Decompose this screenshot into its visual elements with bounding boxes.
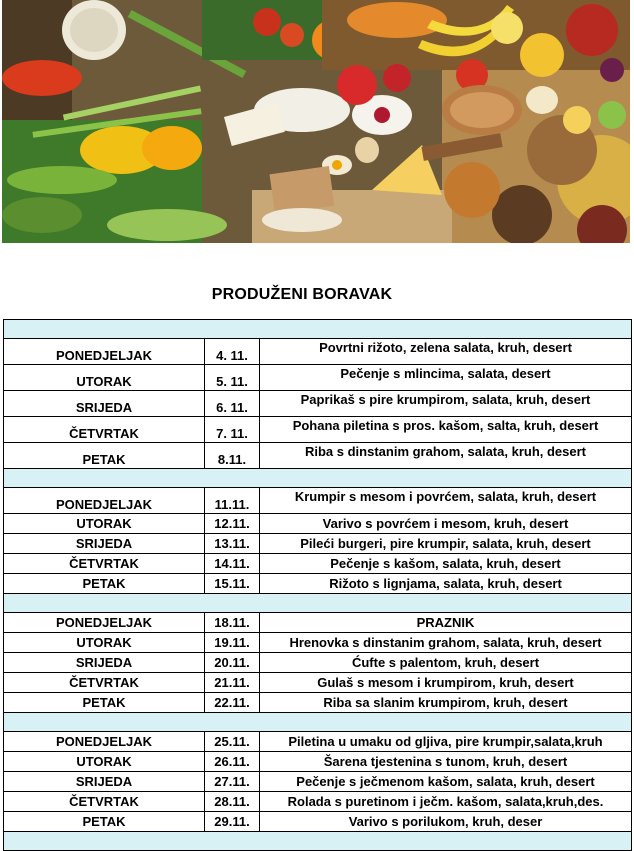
food-photo	[2, 0, 630, 243]
week-separator	[4, 713, 632, 732]
menu-row	[4, 488, 632, 514]
meal-cell: PRAZNIK	[260, 613, 632, 633]
week-separator	[4, 594, 632, 613]
meal-cell: Šarena tjestenina s tunom, kruh, desert	[260, 752, 632, 772]
meal-cell: Pileći burgeri, pire krumpir, salata, kruh, desert	[260, 534, 632, 554]
menu-row	[4, 391, 632, 417]
day-cell: ČETVRTAK	[4, 792, 205, 812]
day-cell: ČETVRTAK	[4, 417, 205, 443]
day-cell: SRIJEDA	[4, 391, 205, 417]
date-cell: 6. 11.	[205, 391, 260, 417]
meal-cell: Gulaš s mesom i krumpirom, kruh, desert	[260, 673, 632, 693]
date-cell: 22.11.	[205, 693, 260, 713]
menu-row	[4, 443, 632, 469]
day-cell: UTORAK	[4, 514, 205, 534]
date-cell: 21.11.	[205, 673, 260, 693]
date-cell: 15.11.	[205, 574, 260, 594]
day-cell: ČETVRTAK	[4, 673, 205, 693]
food-photo-illustration	[2, 0, 630, 243]
date-cell: 8.11.	[205, 443, 260, 469]
date-cell: 28.11.	[205, 792, 260, 812]
week-separator	[4, 832, 632, 851]
lunch-menu-table	[3, 319, 632, 851]
meal-cell: Ćufte s palentom, kruh, desert	[260, 653, 632, 673]
day-cell: PONEDJELJAK	[4, 488, 205, 514]
menu-row	[4, 792, 632, 812]
meal-cell: Piletina u umaku od gljiva, pire krumpir,salata,kruh	[260, 732, 632, 752]
page-title: PRODUŽENI BORAVAK	[211, 286, 393, 303]
day-cell: UTORAK	[4, 365, 205, 391]
day-cell: PONEDJELJAK	[4, 732, 205, 752]
menu-row	[4, 673, 632, 693]
menu-row	[4, 339, 632, 365]
menu-row	[4, 653, 632, 673]
week-separator	[4, 469, 632, 488]
meal-cell: Krumpir s mesom i povrćem, salata, kruh, desert	[260, 488, 632, 514]
menu-row	[4, 732, 632, 752]
day-cell: PETAK	[4, 574, 205, 594]
day-cell: UTORAK	[4, 752, 205, 772]
week-separator	[4, 320, 632, 339]
day-cell: UTORAK	[4, 633, 205, 653]
date-cell: 20.11.	[205, 653, 260, 673]
meal-cell: Hrenovka s dinstanim grahom, salata, kruh, desert	[260, 633, 632, 653]
menu-row	[4, 693, 632, 713]
menu-row	[4, 812, 632, 832]
day-cell: PETAK	[4, 812, 205, 832]
date-cell: 7. 11.	[205, 417, 260, 443]
menu-row	[4, 417, 632, 443]
day-cell: PONEDJELJAK	[4, 339, 205, 365]
date-cell: 14.11.	[205, 554, 260, 574]
meal-cell: Pečenje s kašom, salata, kruh, desert	[260, 554, 632, 574]
menu-row	[4, 613, 632, 633]
menu-row	[4, 365, 632, 391]
meal-cell: Rižoto s lignjama, salata, kruh, desert	[260, 574, 632, 594]
meal-cell: Varivo s povrćem i mesom, kruh, desert	[260, 514, 632, 534]
menu-row	[4, 752, 632, 772]
meal-cell: Pečenje s ječmenom kašom, salata, kruh, desert	[260, 772, 632, 792]
menu-row	[4, 633, 632, 653]
meal-cell: Pečenje s mlincima, salata, desert	[260, 365, 632, 391]
day-cell: PETAK	[4, 443, 205, 469]
date-cell: 5. 11.	[205, 365, 260, 391]
menu-row	[4, 534, 632, 554]
day-cell: PONEDJELJAK	[4, 613, 205, 633]
date-cell: 4. 11.	[205, 339, 260, 365]
meal-cell: Varivo s porilukom, kruh, deser	[260, 812, 632, 832]
date-cell: 12.11.	[205, 514, 260, 534]
meal-cell: Riba s dinstanim grahom, salata, kruh, desert	[260, 443, 632, 469]
day-cell: SRIJEDA	[4, 653, 205, 673]
menu-row	[4, 514, 632, 534]
meal-cell: Riba sa slanim krumpirom, kruh, desert	[260, 693, 632, 713]
day-cell: SRIJEDA	[4, 772, 205, 792]
date-cell: 18.11.	[205, 613, 260, 633]
date-cell: 11.11.	[205, 488, 260, 514]
date-cell: 13.11.	[205, 534, 260, 554]
menu-row	[4, 554, 632, 574]
meal-cell: Pohana piletina s pros. kašom, salta, kruh, desert	[260, 417, 632, 443]
menu-row	[4, 574, 632, 594]
meal-cell: Paprikaš s pire krumpirom, salata, kruh, desert	[260, 391, 632, 417]
menu-row	[4, 772, 632, 792]
day-cell: SRIJEDA	[4, 534, 205, 554]
day-cell: PETAK	[4, 693, 205, 713]
date-cell: 29.11.	[205, 812, 260, 832]
meal-cell: Povrtni rižoto, zelena salata, kruh, desert	[260, 339, 632, 365]
day-cell: ČETVRTAK	[4, 554, 205, 574]
date-cell: 25.11.	[205, 732, 260, 752]
date-cell: 19.11.	[205, 633, 260, 653]
date-cell: 26.11.	[205, 752, 260, 772]
meal-cell: Rolada s puretinom i ječm. kašom, salata,kruh,des.	[260, 792, 632, 812]
date-cell: 27.11.	[205, 772, 260, 792]
